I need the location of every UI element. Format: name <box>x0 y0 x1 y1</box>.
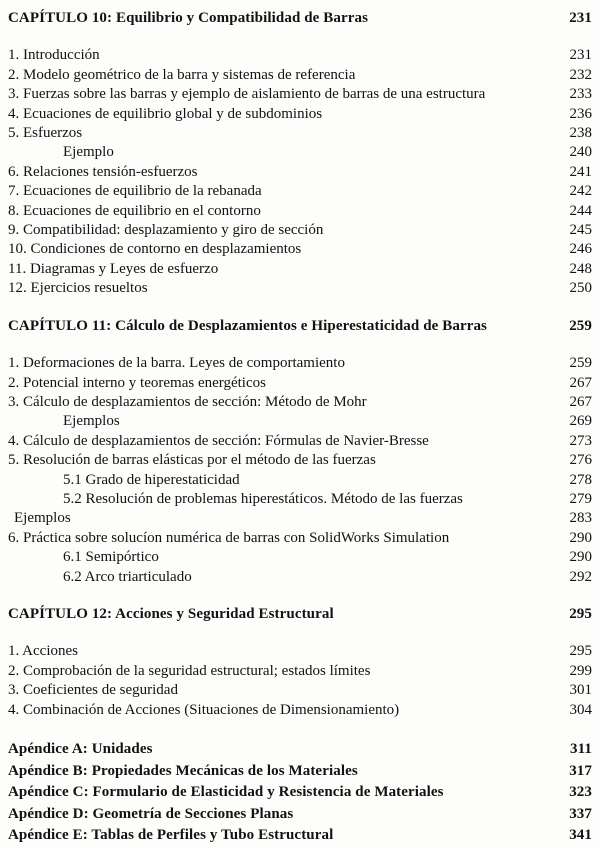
toc-entry-page: 267 <box>569 374 592 391</box>
toc-section <box>8 605 592 720</box>
toc-entry <box>8 46 592 65</box>
toc-entry-label: 5. Esfuerzos <box>8 125 83 142</box>
toc-section <box>8 9 592 299</box>
chapter-heading-row <box>8 317 592 336</box>
chapter-title: CAPÍTULO 11: Cálculo de Desplazamientos e Hiperestaticidad de Barras <box>8 317 487 334</box>
toc-entry-label: 4. Combinación de Acciones (Situaciones de Dimensionamiento) <box>8 701 400 718</box>
appendix-title: Apéndice C: Formulario de Elasticidad y Resistencia de Materiales <box>8 784 444 800</box>
toc-entry-page: 269 <box>569 413 592 430</box>
chapter-heading-row <box>8 9 592 28</box>
toc-entry <box>8 681 592 700</box>
toc-entry-label: 5.1 Grado de hiperestaticidad <box>63 471 240 488</box>
toc-entry-page: 232 <box>569 66 592 83</box>
toc-entry <box>8 642 592 661</box>
toc-entry-label: 3. Fuerzas sobre las barras y ejemplo de aislamiento de barras de una estructura <box>8 86 486 103</box>
toc-entry-label: 1. Deformaciones de la barra. Leyes de comportamiento <box>8 355 345 372</box>
toc-entry-label: 2. Comprobación de la seguridad estructural; estados límites <box>8 662 371 679</box>
toc-entry-label: 11. Diagramas y Leyes de esfuerzo <box>8 260 219 277</box>
toc-entry-page: 245 <box>569 222 592 239</box>
toc-entry-page: 267 <box>569 393 592 410</box>
toc-entry <box>8 240 592 259</box>
toc-entry-label: 2. Modelo geométrico de la barra y sistemas de referencia <box>8 66 356 83</box>
toc-entry-label: 4. Ecuaciones de equilibrio global y de subdominios <box>8 105 323 122</box>
appendix-page-number: 323 <box>569 784 592 800</box>
toc-entry <box>8 393 592 412</box>
chapter-heading-row <box>8 605 592 624</box>
toc-entry <box>8 202 592 221</box>
appendix-title: Apéndice D: Geometría de Secciones Planas <box>8 805 294 822</box>
toc-entry-label: Ejemplos <box>63 413 120 430</box>
toc-entry <box>8 509 592 528</box>
toc-entry <box>8 124 592 143</box>
appendix-page-number: 341 <box>569 827 592 843</box>
toc-entry <box>8 548 592 567</box>
toc-entry-page: 233 <box>569 86 592 103</box>
toc-entry <box>8 412 592 431</box>
toc-entry-page: 231 <box>569 47 592 64</box>
toc-entry <box>8 471 592 490</box>
appendix-title: Apéndice A: Unidades <box>8 741 153 757</box>
toc-entry-label: 5.2 Resolución de problemas hiperestáticos. Método de las fuerzas <box>63 490 463 507</box>
toc-entry-label: 2. Potencial interno y teoremas energéticos <box>8 374 266 391</box>
toc-entry <box>8 221 592 240</box>
chapter-page-number: 259 <box>569 317 592 334</box>
toc-section <box>8 317 592 587</box>
toc-entry-label: 6.1 Semipórtico <box>63 549 159 566</box>
appendix-block <box>8 739 592 847</box>
toc-entry-page: 290 <box>569 549 592 566</box>
toc-entry-label: 8. Ecuaciones de equilibrio en el contorno <box>8 202 261 219</box>
appendix-page-number: 317 <box>569 762 592 779</box>
appendix-title: Apéndice E: Tablas de Perfiles y Tubo Estructural <box>8 827 334 843</box>
toc-entry-page: 301 <box>569 682 592 699</box>
toc-entry <box>8 451 592 470</box>
toc-entry-page: 278 <box>569 471 592 488</box>
toc-entry-label: 9. Compatibilidad: desplazamiento y giro de sección <box>8 222 324 239</box>
appendix-row <box>8 761 592 783</box>
toc-entry-label: 6. Relaciones tensión-esfuerzos <box>8 163 198 180</box>
toc-entry-label: 6.2 Arco triarticulado <box>63 568 192 585</box>
toc-entry <box>8 432 592 451</box>
toc-entry <box>8 182 592 201</box>
appendix-page-number: 337 <box>569 805 592 822</box>
toc-entry <box>8 568 592 587</box>
toc-entry-page: 299 <box>569 662 592 679</box>
toc-entry-page: 279 <box>569 490 592 507</box>
toc-entry <box>8 354 592 373</box>
toc-entry-page: 259 <box>569 355 592 372</box>
toc-entry <box>8 374 592 393</box>
toc-entry <box>8 105 592 124</box>
toc-entry <box>8 143 592 162</box>
toc-entry <box>8 662 592 681</box>
toc-entry-page: 250 <box>569 280 592 297</box>
toc-entry <box>8 66 592 85</box>
toc-entry-label: 3. Coeficientes de seguridad <box>8 682 178 699</box>
toc-entry <box>8 85 592 104</box>
toc-entry-page: 276 <box>569 452 592 469</box>
toc-entry-label: 3. Cálculo de desplazamientos de sección: Método de Mohr <box>8 393 367 410</box>
toc-entry <box>8 701 592 720</box>
toc-entry-page: 241 <box>569 163 592 180</box>
appendix-title: Apéndice B: Propiedades Mecánicas de los Materiales <box>8 762 358 779</box>
appendix-row <box>8 739 592 761</box>
toc-entry-page: 242 <box>569 183 592 200</box>
appendix-page-number: 311 <box>570 741 592 757</box>
toc-entry <box>8 279 592 298</box>
toc-entry <box>8 490 592 509</box>
toc-entry-page: 292 <box>569 568 592 585</box>
toc-entry-label: Ejemplos <box>14 510 71 527</box>
toc-sections <box>8 9 592 720</box>
toc-entry-label: 1. Introducción <box>8 47 100 64</box>
appendix-row <box>8 825 592 847</box>
toc-entry-page: 246 <box>569 241 592 258</box>
chapter-title: CAPÍTULO 12: Acciones y Seguridad Estructural <box>8 605 334 622</box>
toc-entry <box>8 260 592 279</box>
toc-entry-label: Ejemplo <box>63 144 114 161</box>
toc-entry-label: 12. Ejercicios resueltos <box>8 280 148 297</box>
toc-entry-page: 273 <box>569 432 592 449</box>
toc-entry-page: 295 <box>569 643 592 660</box>
toc-entry-label: 5. Resolución de barras elásticas por el método de las fuerzas <box>8 452 376 469</box>
toc-entry-page: 236 <box>569 105 592 122</box>
toc-entry-page: 244 <box>569 202 592 219</box>
toc-entry-page: 304 <box>569 701 592 718</box>
toc-entry-page: 238 <box>569 125 592 142</box>
chapter-title: CAPÍTULO 10: Equilibrio y Compatibilidad de Barras <box>8 10 369 26</box>
toc-entry-label: 4. Cálculo de desplazamientos de sección: Fórmulas de Navier-Bresse <box>8 432 429 449</box>
toc-entry <box>8 163 592 182</box>
chapter-page-number: 231 <box>569 10 592 26</box>
toc-entry-page: 248 <box>569 260 592 277</box>
toc-entry-label: 1. Acciones <box>8 643 78 660</box>
toc-entry-page: 290 <box>569 529 592 546</box>
toc-entry-label: 7. Ecuaciones de equilibrio de la rebanada <box>8 183 262 200</box>
toc-entry-label: 6. Práctica sobre solucíon numérica de barras con SolidWorks Simulation <box>8 529 450 546</box>
toc-entry-label: 10. Condiciones de contorno en desplazamientos <box>8 241 302 258</box>
appendix-row <box>8 804 592 826</box>
toc-entry-page: 240 <box>569 144 592 161</box>
chapter-page-number: 295 <box>569 605 592 622</box>
appendix-row <box>8 782 592 804</box>
toc-entry <box>8 529 592 548</box>
toc-entry-page: 283 <box>569 510 592 527</box>
